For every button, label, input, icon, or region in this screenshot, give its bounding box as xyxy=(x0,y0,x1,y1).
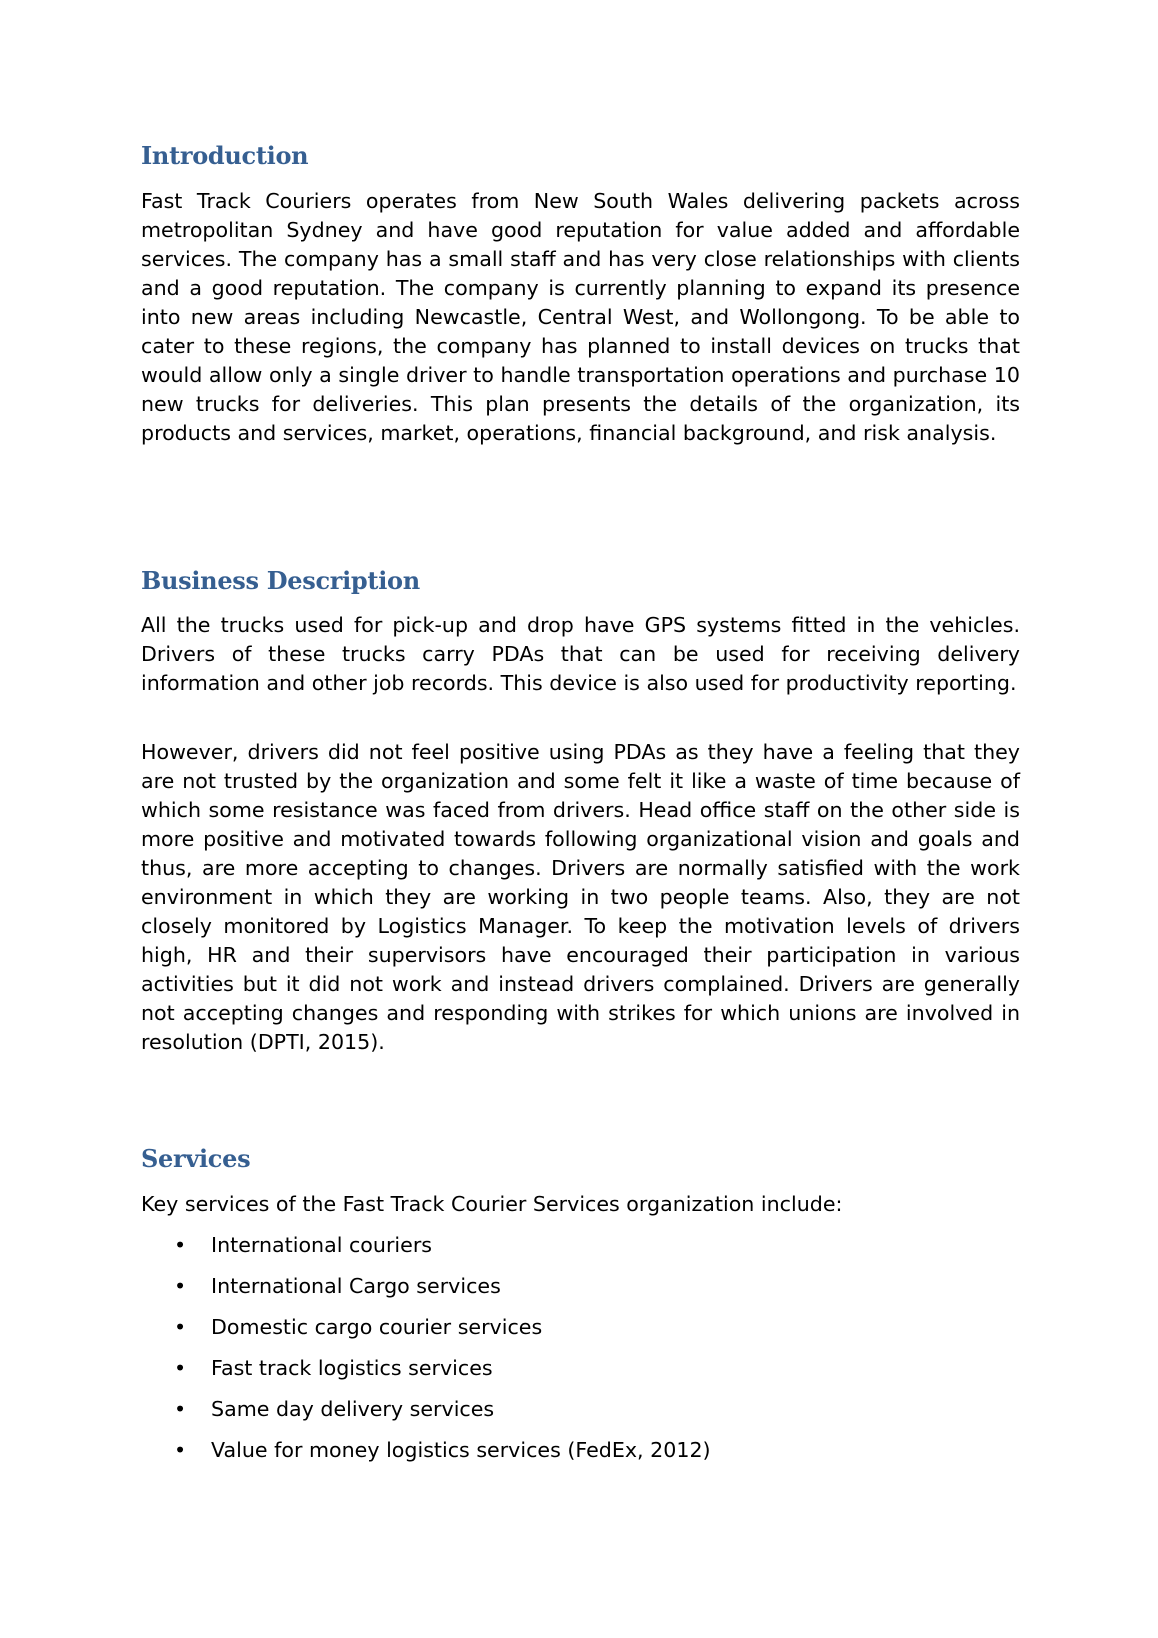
business-description-paragraph-2: However, drivers did not feel positive using PDAs as they have a feeling that they are not trusted by the organization and some felt it like a waste of time because of which some resistance was faced from drivers. Head office staff on the other side is more positive and motivated towards following organizational vision and goals and thus, are more accepting to changes. Drivers are normally satisfied with the work environment in which they are working in two people teams. Also, they are not closely monitored by Logistics Manager. To keep the motivation levels of drivers high, HR and their supervisors have encouraged their participation in various activities but it did not work and instead drivers complained. Drivers are generally not accepting changes and responding with strikes for which unions are involved in resolution (DPTI, 2015). xyxy=(141,740,1020,1054)
heading-introduction: Introduction xyxy=(141,141,309,170)
list-item: • Fast track logistics services xyxy=(141,1354,1020,1395)
services-intro: Key services of the Fast Track Courier Services organization include: xyxy=(141,1192,843,1216)
list-item: • International couriers xyxy=(141,1231,1020,1272)
heading-business-description: Business Description xyxy=(141,566,420,595)
list-item: • Same day delivery services xyxy=(141,1395,1020,1436)
list-item: • Domestic cargo courier services xyxy=(141,1313,1020,1354)
services-list xyxy=(141,1231,1020,1477)
bullet-icon: • xyxy=(174,1397,187,1421)
list-item: • Value for money logistics services (FedEx, 2012) xyxy=(141,1436,1020,1477)
list-item: • International Cargo services xyxy=(141,1272,1020,1313)
heading-services: Services xyxy=(141,1144,251,1173)
bullet-icon: • xyxy=(174,1233,187,1257)
bullet-icon: • xyxy=(174,1438,187,1462)
bullet-icon: • xyxy=(174,1274,187,1298)
bullet-icon: • xyxy=(174,1315,187,1339)
introduction-paragraph: Fast Track Couriers operates from New South Wales delivering packets across metropolitan Sydney and have good reputation for value added and affordable services. The company has a small staff and has very close relationships with clients and a good reputation. The company is currently planning to expand its presence into new areas including Newcastle, Central West, and Wollongong. To be able to cater to these regions, the company has planned to install devices on trucks that would allow only a single driver to handle transportation operations and purchase 10 new trucks for deliveries. This plan presents the details of the organization, its products and services, market, operations, financial background, and risk analysis. xyxy=(141,189,1020,445)
business-description-paragraph-1: All the trucks used for pick-up and drop have GPS systems fitted in the vehicles. Drivers of these trucks carry PDAs that can be used for receiving delivery information and other job records. This device is also used for productivity reporting. xyxy=(141,613,1020,695)
bullet-icon: • xyxy=(174,1356,187,1380)
